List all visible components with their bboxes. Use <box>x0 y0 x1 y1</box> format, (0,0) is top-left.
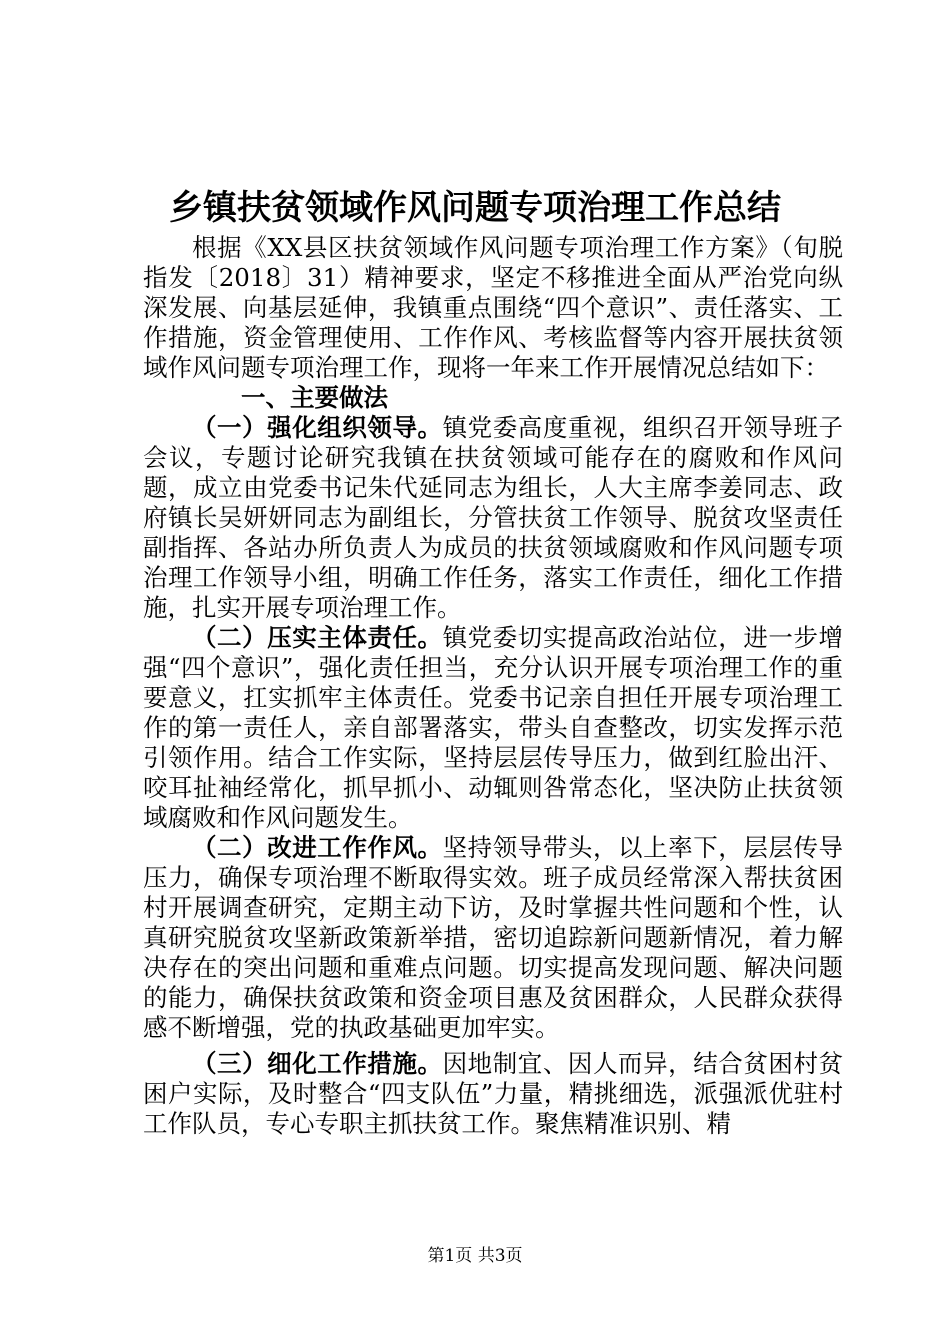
paragraph-lead: （一）强化组织领导。 <box>192 413 443 442</box>
paragraph-text: 坚持领导带头，以上率下，层层传导压力，确保专项治理不断取得实效。班子成员经常深入帮扶贫困村开展调查研究，定期主动下访，及时掌握共性问题和个性，认真研究脱贫攻坚新政策新举措，密切追踪新问题新情况，着力解决存在的突出问题和重难点问题。切实提高发现问题、解决问题的能力，确保扶贫政策和资金项目惠及贫困群众，人民群众获得感不断增强，党的执政基础更加牢实。 <box>143 833 844 1042</box>
body-paragraph-1 <box>143 413 843 623</box>
document-body <box>143 233 843 1139</box>
section-heading: 一、主要做法 <box>241 383 388 412</box>
body-paragraph-4 <box>143 1049 843 1139</box>
body-paragraph-2 <box>143 623 843 833</box>
paragraph-lead: （三）细化工作措施。 <box>192 1049 443 1078</box>
page-number-footer: 第1页 共3页 <box>427 1246 523 1266</box>
paragraph-text: 镇党委切实提高政治站位，进一步增强“四个意识”，强化责任担当，充分认识开展专项治理工作的重要意义，扛实抓牢主体责任。党委书记亲自担任开展专项治理工作的第一责任人，亲自部署落实，带头自查整改，切实发挥示范引领作用。结合工作实际，坚持层层传导压力，做到红脸出汗、咬耳扯袖经常化，抓早抓小、动辄则咎常态化，坚决防止扶贫领域腐败和作风问题发生。 <box>143 623 844 832</box>
document-title: 乡镇扶贫领域作风问题专项治理工作总结 <box>169 188 781 228</box>
body-paragraph-3 <box>143 833 843 1043</box>
paragraph-text: 因地制宜、因人而异，结合贫困村贫困户实际，及时整合“四支队伍”力量，精挑细选，派强派优驻村工作队员，专心专职主抓扶贫工作。聚焦精准识别、精 <box>143 1049 844 1138</box>
paragraph-lead: （二）压实主体责任。 <box>192 623 443 652</box>
intro-paragraph: 根据《XX县区扶贫领域作风问题专项治理工作方案》（旬脱指发〔2018〕31）精神要求，坚定不移推进全面从严治党向纵深发展、向基层延伸，我镇重点围绕“四个意识”、责任落实、工作措施，资金管理使用、工作作风、考核监督等内容开展扶贫领域作风问题专项治理工作，现将一年来工作开展情况总结如下： <box>143 233 843 382</box>
paragraph-lead: （二）改进工作作风。 <box>192 833 443 862</box>
paragraph-text: 镇党委高度重视，组织召开领导班子会议，专题讨论研究我镇在扶贫领域可能存在的腐败和作风问题，成立由党委书记朱代延同志为组长，人大主席李姜同志、政府镇长吴妍妍同志为副组长，分管扶贫工作领导、脱贫攻坚责任副指挥、各站办所负责人为成员的扶贫领域腐败和作风问题专项治理工作领导小组，明确工作任务，落实工作责任，细化工作措施，扎实开展专项治理工作。 <box>143 413 844 622</box>
